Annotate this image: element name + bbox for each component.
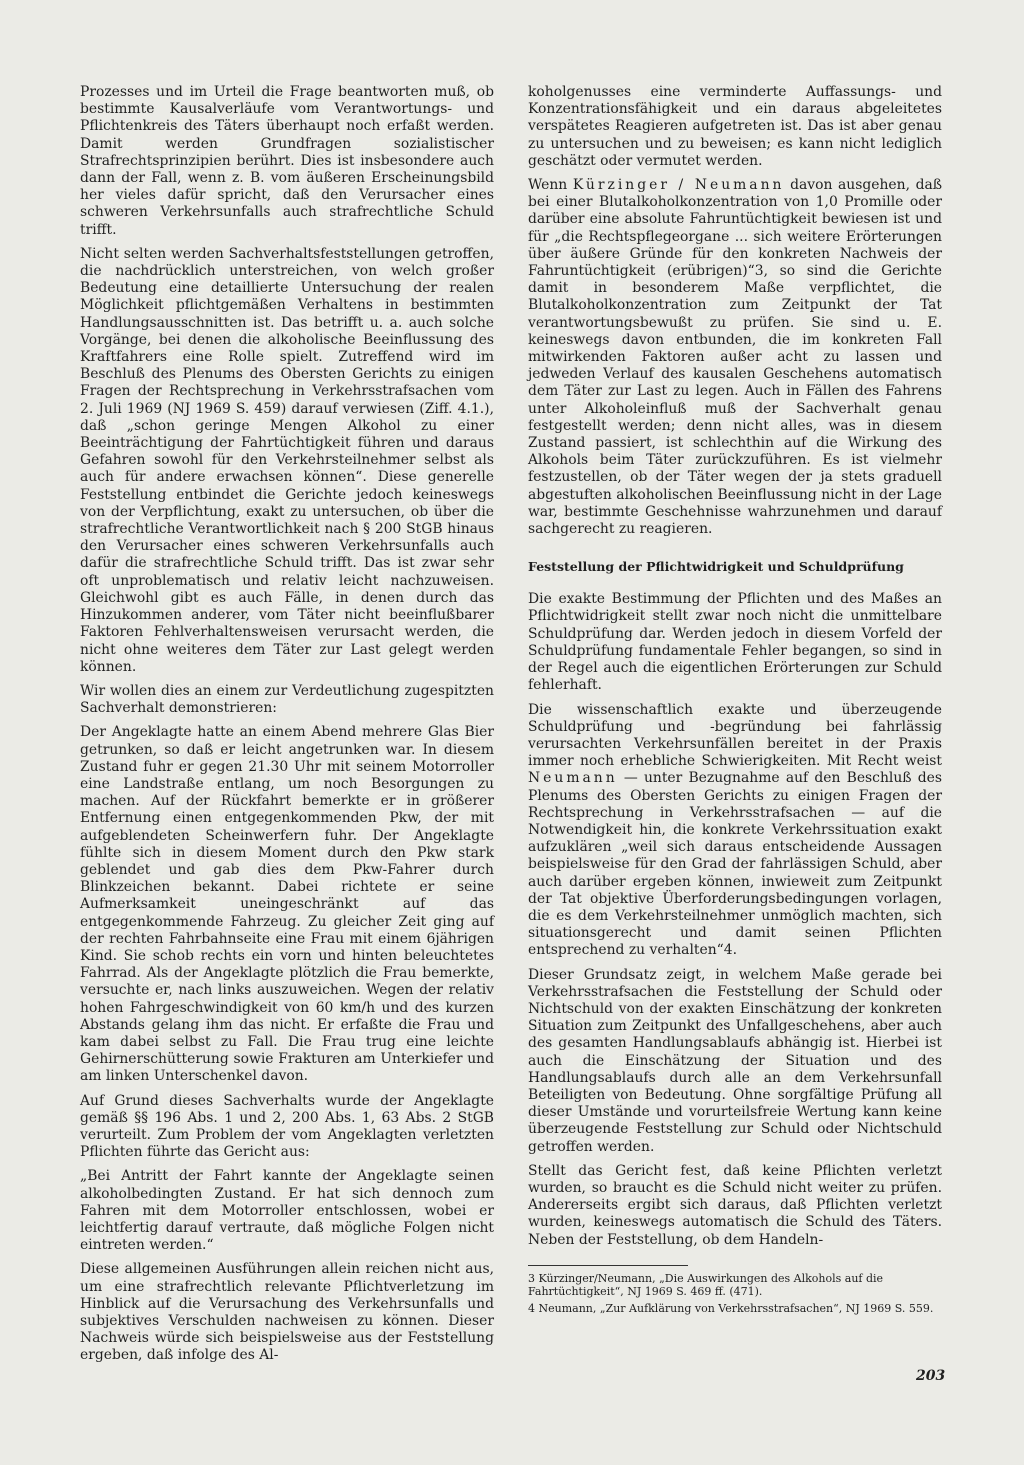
- paragraph: Dieser Grundsatz zeigt, in welchem Maße gerade bei Verkehrsstrafsachen die Feststellung der Schuld oder Nichtschuld von der exakten Einschätzung der konkreten Situation zum Zeitpunkt des Unfallgeschehens, aber auch des gesamten Handlungsablaufs abhängig ist. Hierbei ist auch die Einschätzung der Situation und des Handlungsablaufs durch alle an dem Verkehrsunfall Beteiligten von Bedeutung. Ohne sorgfältige Prüfung all dieser Umstände und vorurteilsfreie Wertung kann keine überzeugende Feststellung zur Schuld oder Nichtschuld getroffen werden.: [528, 966, 942, 1155]
- right-column: [528, 84, 942, 1318]
- neumann-paragraph: [528, 702, 942, 960]
- paragraph-lead: Wenn: [528, 177, 568, 194]
- court-quote: „Bei Antritt der Fahrt kannte der Angeklagte seinen alkoholbedingten Zustand. Er hat sich dennoch zum Fahren mit dem Motorroller entschlossen, wobei er leichtfertig darauf vertraute, daß mögliche Folgen nicht eintreten werden.“: [80, 1168, 494, 1254]
- paragraph: Prozesses und im Urteil die Frage beantworten muß, ob bestimmte Kausalverläufe vom Verantwortungs- und Pflichtenkreis des Täters überhaupt noch erfaßt werden. Damit werden Grundfragen sozialistischer Strafrechtsprinzipien berührt. Dies ist insbesondere auch dann der Fall, wenn z. B. vom äußeren Erscheinungsbild her vieles dafür spricht, daß den Verursacher eines schweren Verkehrsunfalls auch strafrechtliche Schuld trifft.: [80, 84, 494, 238]
- paragraph-text: davon ausgehen, daß bei einer Blutalkoholkonzentration von 1,0 Promille oder darüber eine absolute Fahruntüchtigkeit bewiesen ist und für „die Rechtspflegeorgane ... sich weitere Erörterungen über äußere Gründe für den konkreten Nachweis der Fahruntüchtigkeit (erübrigen)“3, so sind die Gerichte damit in besonderem Maße verpflichtet, die Blutalkoholkonzentration zum Zeitpunkt der Tat verantwortungsbewußt zu prüfen. Sie sind u. E. keineswegs davon entbunden, die im konkreten Fall mitwirkenden Faktoren außer acht zu lassen und jedweden Verlauf des kausalen Geschehens automatisch dem Täter zur Last zu legen. Auch in Fällen des Fahrens unter Alkoholeinfluß muß der Sachverhalt genau festgestellt werden; denn nicht alles, was in diesem Zustand passiert, ist schlechthin auf die Wirkung des Alkohols beim Täter zurückzuführen. Es ist vielmehr festzustellen, ob der Täter wegen der ja stets graduell abgestuften alkoholischen Beeinflussung nicht in der Lage war, bestimmte Geschehnisse wahrzunehmen und darauf sachgerecht zu reagieren.: [528, 177, 943, 538]
- paragraph: koholgenusses eine verminderte Auffassungs- und Konzentrationsfähigkeit und ein daraus abgeleitetes verspätetes Reagieren aufgetreten ist. Das ist aber genau zu untersuchen und zu beweisen; es kann nicht lediglich geschätzt oder vermutet werden.: [528, 84, 942, 169]
- paragraph: Diese allgemeinen Ausführungen allein reichen nicht aus, um eine strafrechtlich relevante Pflichtverletzung im Hinblick auf die Verursachung des Verkehrsunfalls und subjektives Verschulden nachweisen zu können. Dieser Nachweis würde sich beispielsweise aus der Feststellung ergeben, daß infolge des Al-: [80, 1261, 494, 1364]
- paragraph: Auf Grund dieses Sachverhalts wurde der Angeklagte gemäß §§ 196 Abs. 1 und 2, 200 Abs. 1, 63 Abs. 2 StGB verurteilt. Zum Problem der vom Angeklagten verletzten Pflichten führte das Gericht aus:: [80, 1092, 494, 1161]
- paragraph: Die exakte Bestimmung der Pflichten und des Maßes an Pflichtwidrigkeit stellt zwar noch nicht die unmittelbare Schuldprüfung dar. Werden jedoch in diesem Vorfeld der Schuldprüfung fundamentale Fehler begangen, so sind in der Regel auch die eigentlichen Erörterungen zur Schuld fehlerhaft.: [528, 591, 942, 694]
- paragraph: Wir wollen dies an einem zur Verdeutlichung zugespitzten Sachverhalt demonstrieren:: [80, 682, 494, 717]
- footnote: 4 Neumann, „Zur Aufklärung von Verkehrsstrafsachen“, NJ 1969 S. 559.: [528, 1301, 934, 1315]
- page-number: 203: [916, 1368, 946, 1384]
- kuerzinger-paragraph: [528, 177, 942, 538]
- paragraph: Stellt das Gericht fest, daß keine Pflichten verletzt wurden, so braucht es die Schuld nicht weiter zu prüfen. Andererseits ergibt sich daraus, daß Pflichten verletzt wurden, keineswegs automatisch die Schuld des Täters. Neben der Feststellung, ob dem Handeln-: [528, 1162, 942, 1248]
- left-column: [80, 84, 494, 1372]
- section-heading: Feststellung der Pflichtwidrigkeit und Schuldprüfung: [528, 559, 904, 575]
- author-name: Neumann: [528, 770, 618, 787]
- paragraph-lead: Die wissenschaftlich exakte und überzeugende Schuldprüfung und -begründung bei fahrlässig verursachten Verkehrsunfällen bereitet in der Praxis immer noch erhebliche Schwierigkeiten. Mit Recht weist: [528, 701, 942, 770]
- paragraph-text: — unter Bezugnahme auf den Beschluß des Plenums des Obersten Gerichts zu einigen Fragen der Rechtsprechung in Verkehrsstrafsachen — auf die Notwendigkeit hin, die konkrete Verkehrssituation exakt aufzuklären „weil sich daraus entscheidende Aussagen beispielsweise für den Grad der fahrlässigen Schuld, aber auch darüber ergeben können, inwieweit zum Zeitpunkt der Tat objektive Überforderungsbedingungen vorlagen, die es dem Verkehrsteilnehmer unmöglich machten, sich situationsgerecht und damit seinen Pflichten entsprechend zu verhalten“4.: [528, 770, 942, 959]
- paragraph: Der Angeklagte hatte an einem Abend mehrere Glas Bier getrunken, so daß er leicht angetrunken war. In diesem Zustand fuhr er gegen 21.30 Uhr mit seinem Motorroller eine Landstraße entlang, um noch Besorgungen zu machen. Auf der Rückfahrt bemerkte er in größerer Entfernung einen entgegenkommenden Pkw, der mit aufgeblendeten Scheinwerfern fuhr. Der Angeklagte fühlte sich in diesem Moment durch den Pkw stark geblendet und gab dies dem Pkw-Fahrer durch Blinkzeichen bekannt. Dabei richtete er seine Aufmerksamkeit uneingeschränkt auf das entgegenkommende Fahrzeug. Zu gleicher Zeit ging auf der rechten Fahrbahnseite eine Frau mit einem 6jährigen Kind. Sie schob rechts ein vorn und hinten beleuchtetes Fahrrad. Als der Angeklagte plötzlich die Frau bemerkte, versuchte er, nach links auszuweichen. Wegen der relativ hohen Fahrgeschwindigkeit von 60 km/h und des kurzen Abstands gelang ihm das nicht. Er erfaßte die Frau und kam dabei selbst zu Fall. Die Frau trug eine leichte Gehirnerschütterung sowie Frakturen am Unterkiefer und am linken Unterschenkel davon.: [80, 724, 494, 1085]
- author-name: Kürzinger / Neumann: [572, 177, 785, 194]
- paragraph: Nicht selten werden Sachverhaltsfeststellungen getroffen, die nachdrücklich unterstreichen, von welch großer Bedeutung eine detaillierte Untersuchung der realen Möglichkeit pflichtgemäßen Verhaltens in bestimmten Handlungsausschnitten ist. Das betrifft u. a. auch solche Vorgänge, bei denen die alkoholische Beeinflussung des Kraftfahrers eine Rolle spielt. Zutreffend wird im Beschluß des Plenums des Obersten Gerichts zu einigen Fragen der Rechtsprechung in Verkehrsstrafsachen vom 2. Juli 1969 (NJ 1969 S. 459) darauf verwiesen (Ziff. 4.1.), daß „schon geringe Mengen Alkohol zu einer Beeinträchtigung der Fahrtüchtigkeit führen und daraus Gefahren sowohl für den Verkehrsteilnehmer selbst als auch für andere erwachsen können“. Diese generelle Feststellung entbindet die Gerichte jedoch keineswegs von der Verpflichtung, exakt zu untersuchen, ob über die strafrechtliche Verantwortlichkeit nach § 200 StGB hinaus den Verursacher eines schweren Verkehrsunfalls auch dafür die strafrechtliche Schuld trifft. Das ist zwar sehr oft unproblematisch und relativ leicht nachzuweisen. Gleichwohl gibt es auch Fälle, in denen durch das Hinzukommen anderer, vom Täter nicht beeinflußbarer Faktoren Fehlverhaltensweisen verursacht werden, die nicht ohne weiteres dem Täter zur Last gelegt werden können.: [80, 245, 494, 675]
- footnote: 3 Kürzinger/Neumann, „Die Auswirkungen des Alkohols auf die Fahrtüchtigkeit“, NJ 1969 S. 469 ff. (471).: [528, 1271, 884, 1299]
- footnote-divider: [528, 1265, 688, 1266]
